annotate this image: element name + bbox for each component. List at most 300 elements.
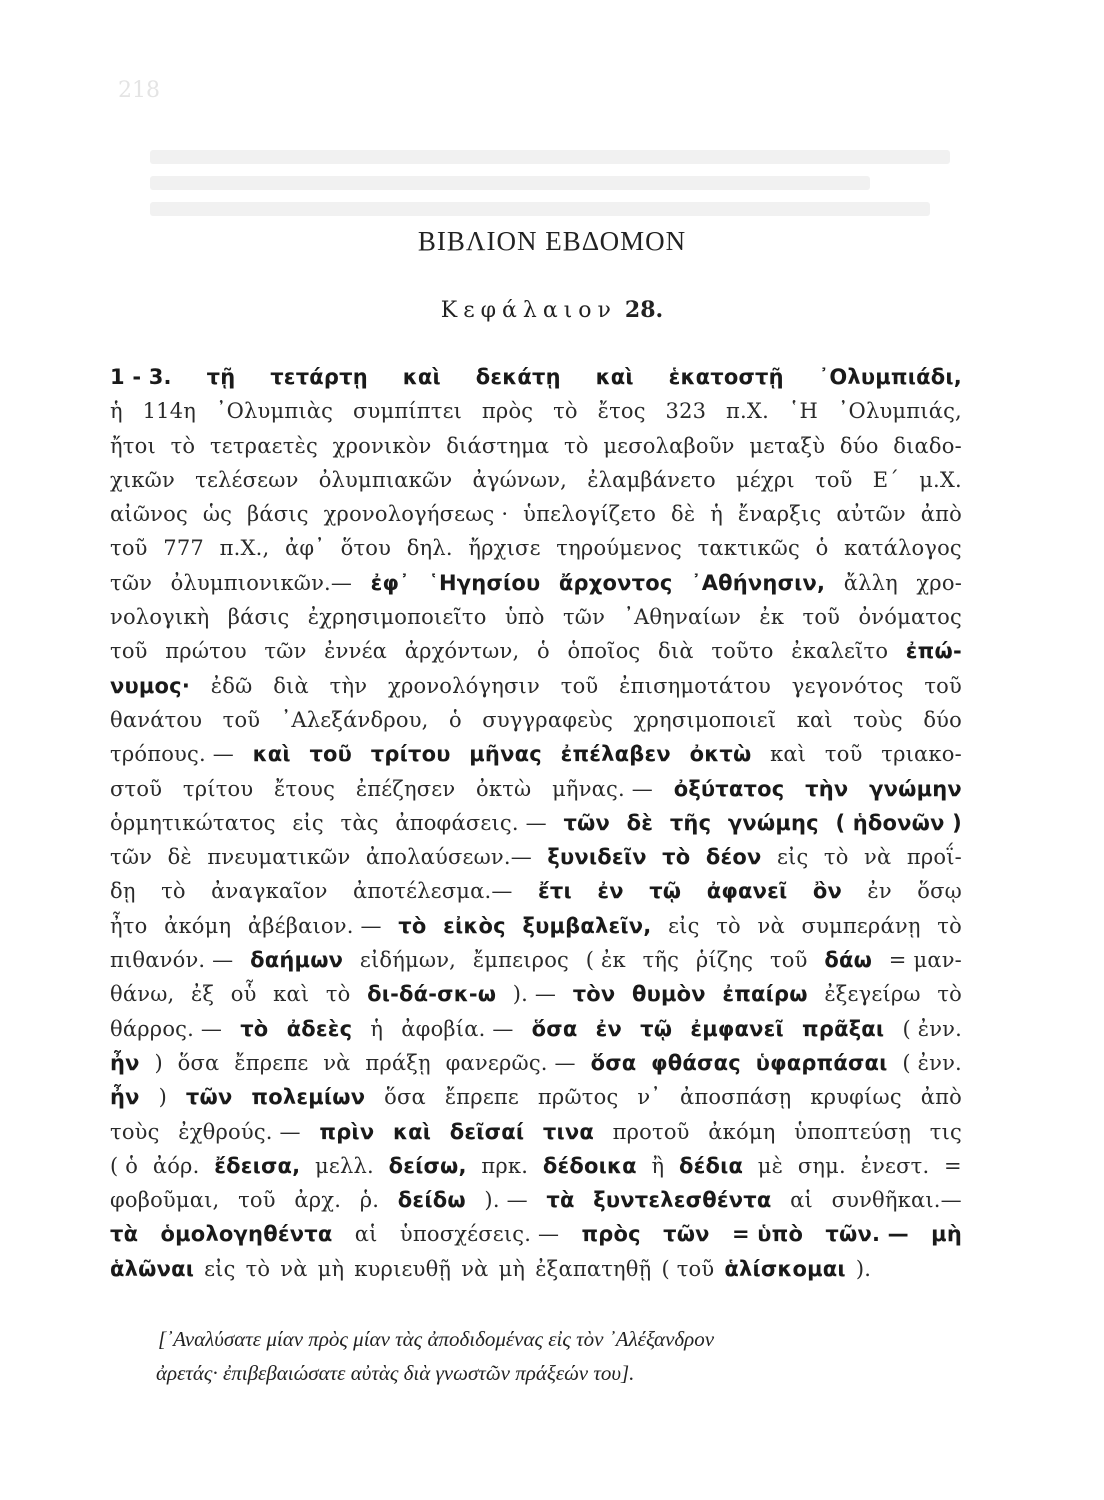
word: ῥ.: [359, 1188, 380, 1213]
bold-lemma: γνώμην: [869, 776, 962, 801]
word: ἐχρησιμοποιεῖτο: [307, 605, 487, 630]
bold-lemma: καὶ: [402, 365, 441, 389]
text-line: [110, 703, 962, 737]
word: κυριευθῇ: [354, 1256, 452, 1281]
bold-lemma: τῷ: [640, 1016, 673, 1041]
word: ὑποσχέσεις. —: [399, 1222, 560, 1247]
bold-lemma: ᾿Αθήνησιν,: [691, 570, 826, 595]
word: ἔμπειρος: [472, 948, 569, 973]
commentary-body: [110, 360, 962, 1286]
text-line: [110, 497, 962, 531]
word: θανάτου: [110, 707, 203, 732]
word: ὅσῳ: [917, 879, 962, 904]
word: τοῦ: [802, 605, 841, 630]
bold-lemma: ὅσα: [531, 1016, 578, 1041]
bold-lemma: ἀφανεῖ: [706, 879, 788, 904]
text-line: [110, 531, 962, 565]
word: τὰς: [340, 810, 379, 835]
word: οὗ: [230, 982, 257, 1007]
bold-lemma: 1 - 3.: [110, 365, 172, 389]
bold-lemma: ξυνιδεῖν: [547, 845, 647, 870]
bold-lemma: μὴ: [931, 1222, 962, 1247]
bold-lemma: τῶν: [663, 1222, 710, 1247]
word: εἰς: [776, 845, 809, 870]
bold-lemma: εἰκὸς: [443, 913, 506, 938]
word: φανερῶς. —: [445, 1050, 576, 1075]
word: τὸ: [245, 1256, 271, 1281]
bold-lemma: πρᾶξαι: [802, 1016, 885, 1041]
text-line: [110, 1149, 962, 1183]
bold-lemma: τῇ: [206, 365, 236, 389]
text-line: [110, 1115, 962, 1149]
bold-lemma: ἐφ᾿: [370, 570, 410, 595]
exercise-note-line: [᾿Αναλύσατε μίαν πρὸς μίαν τὰς ἀποδιδομένας εἰς τὸν ᾿Αλέξανδρον: [158, 1327, 715, 1351]
word: ἀποσπάσῃ: [679, 1085, 792, 1110]
bold-lemma: ἦν: [110, 1085, 140, 1110]
bold-lemma: δείσω,: [388, 1153, 467, 1178]
word: τοὺς: [853, 707, 903, 732]
bold-lemma: ἔδεισα,: [214, 1153, 301, 1178]
word: ἡ: [370, 1016, 384, 1041]
word: σημ.: [797, 1153, 846, 1178]
word: τὸ: [937, 982, 962, 1007]
bold-lemma: τῆς: [669, 810, 712, 835]
word: εἰδήμων,: [359, 948, 457, 973]
word: ὑποπτεύσῃ: [794, 1119, 912, 1144]
chapter-number: 28.: [624, 297, 664, 323]
word: ἀρχ.: [294, 1188, 342, 1213]
bold-lemma: πρὸς: [581, 1222, 641, 1247]
word: ἀόρ.: [152, 1153, 200, 1178]
text-line: [110, 772, 962, 806]
bold-lemma: ἔτι: [538, 879, 572, 904]
word: εἰς: [668, 913, 700, 938]
bold-lemma: δάω: [824, 948, 873, 973]
word: τῆς: [642, 948, 680, 973]
word: ( ὁ: [110, 1153, 139, 1178]
bleed-through-line: [150, 176, 870, 190]
bold-lemma: καὶ: [252, 742, 291, 767]
word: ᾿Αθηναίων: [623, 605, 742, 630]
bold-lemma: ἐπαίρω: [722, 982, 808, 1007]
word: ἀπὸ: [920, 502, 962, 527]
word: βάσις: [227, 605, 290, 630]
bold-lemma: τὸ: [240, 1016, 269, 1041]
word: συνθῆκαι.—: [831, 1188, 962, 1213]
bold-lemma: ξυμβαλεῖν,: [522, 913, 652, 938]
word: ὁ: [536, 639, 550, 664]
word: ὁ: [449, 707, 462, 732]
word: θάνω,: [110, 982, 175, 1007]
bold-lemma: ἁλῶναι: [110, 1256, 195, 1281]
bold-lemma: τῶν: [563, 810, 611, 835]
bold-lemma: = ὑπὸ: [731, 1222, 804, 1247]
bold-lemma: ( ἡδονῶν ): [835, 810, 962, 835]
word: διαδο-: [893, 433, 962, 458]
word: χρησιμοποιεῖ: [633, 707, 777, 732]
text-line: [110, 1046, 962, 1080]
bold-lemma: τετάρτῃ: [270, 365, 368, 389]
word: ἐννέα: [324, 639, 388, 664]
bold-lemma: δεῖσαί: [449, 1119, 525, 1144]
bold-lemma: τρίτου: [370, 742, 451, 767]
word: τοῦ: [924, 673, 962, 698]
bold-lemma: τῷ: [649, 879, 682, 904]
word: ὑπελογίζετο: [523, 502, 657, 527]
word: εἰς: [204, 1256, 236, 1281]
word: τὴν: [329, 673, 368, 698]
word: ἔναρξις: [737, 502, 822, 527]
word: 777: [163, 536, 204, 561]
word: ( τοῦ: [661, 1256, 715, 1281]
word: πρὸς: [481, 399, 534, 424]
word: χρονολογήσεως ·: [323, 502, 509, 527]
bold-lemma: ἐν: [595, 1016, 623, 1041]
bold-lemma: θυμὸν: [631, 982, 706, 1007]
bold-lemma: τῶν. —: [825, 1222, 909, 1247]
word: τελέσεων: [195, 467, 299, 492]
text-line: [110, 1217, 962, 1251]
word: μὴ: [317, 1256, 345, 1281]
text-line: [110, 977, 962, 1011]
text-line: [110, 909, 962, 943]
text-line: [110, 429, 962, 463]
bold-lemma: τινα: [542, 1119, 594, 1144]
word: ᾿Αλεξάνδρου,: [280, 707, 429, 732]
text-line: [110, 600, 962, 634]
bold-lemma: φθάσας: [651, 1050, 741, 1075]
word: τὸ: [325, 982, 351, 1007]
word: συμπίπτει: [352, 399, 463, 424]
exercise-note: [158, 1322, 958, 1390]
text-line: [110, 806, 962, 840]
word: ἀπολαύσεων.—: [365, 845, 532, 870]
word: ῾Η: [788, 399, 818, 424]
word: ἦτο: [110, 913, 148, 938]
text-line: [110, 840, 962, 874]
word: αἰῶνος: [110, 502, 188, 527]
chapter-heading: [0, 297, 1104, 323]
word: ἐνεστ.: [860, 1153, 930, 1178]
word: θάρρος. —: [110, 1016, 223, 1041]
word: ἀγώνων,: [472, 467, 568, 492]
word: καὶ: [770, 742, 807, 767]
bold-lemma: τὸν: [572, 982, 616, 1007]
chapter-word: Κεφάλαιον: [440, 298, 617, 323]
word: τρόπους. —: [110, 742, 234, 767]
word: ἐλαμβάνετο: [587, 467, 716, 492]
word: συγγραφεὺς: [482, 707, 614, 732]
exercise-note-line: ἀρετάς· ἐπιβεβαιώσατε αὐτὰς διὰ γνωστῶν πράξεών του].: [156, 1361, 635, 1385]
bold-lemma: ὀξύτατος: [673, 776, 785, 801]
word: ἡ: [110, 399, 123, 424]
bold-lemma: γνώμης: [727, 810, 819, 835]
word: γεγονότος: [791, 673, 904, 698]
word: ): [154, 1050, 163, 1075]
word: τοὺς: [110, 1119, 160, 1144]
word: ἐδῶ: [210, 673, 253, 698]
word: στοῦ: [110, 776, 163, 801]
bold-lemma: ὀκτὼ: [689, 742, 752, 767]
word: τρίτου: [182, 776, 254, 801]
word: Ε΄: [872, 467, 900, 492]
word: ᾿Ολυμπιὰς: [215, 399, 334, 424]
text-line: [110, 360, 962, 394]
text-line: [110, 634, 962, 668]
word: εἰς: [292, 810, 324, 835]
bold-lemma: δὲ: [626, 810, 654, 835]
bold-lemma: ὅσα: [590, 1050, 637, 1075]
word: ὅσα: [177, 1050, 220, 1075]
word: μὴ: [498, 1256, 526, 1281]
text-line: [110, 943, 962, 977]
bleed-through-line: [150, 150, 950, 164]
word: ).: [855, 1256, 872, 1281]
word: ἀρχόντων,: [404, 639, 520, 664]
bold-lemma: ἐν: [597, 879, 624, 904]
word: ἐπισημοτάτου: [619, 673, 771, 698]
word: μέχρι: [736, 467, 795, 492]
word: βάσις: [247, 502, 309, 527]
word: ἀβέβαιον. —: [247, 913, 382, 938]
word: ἐκ: [759, 605, 785, 630]
word: ἀφ᾿: [284, 536, 325, 561]
word: ἐκαλεῖτο: [791, 639, 889, 664]
word: χικῶν: [110, 467, 175, 492]
word: ὑπὸ: [504, 605, 545, 630]
word: κρυφίως: [810, 1085, 902, 1110]
word: π.Χ.: [726, 399, 769, 424]
word: τοῦ: [110, 536, 148, 561]
bold-lemma: ἐπέλαβεν: [560, 742, 671, 767]
word: ἐχθρούς. —: [178, 1119, 301, 1144]
word: νὰ: [323, 1050, 351, 1075]
word: δύο: [839, 433, 879, 458]
word: τετραετὲς: [209, 433, 318, 458]
text-line: [110, 1183, 962, 1217]
word: δηλ.: [406, 536, 453, 561]
bold-lemma: ἁλίσκομαι: [724, 1256, 846, 1281]
word: ἀφοβία. —: [401, 1016, 514, 1041]
word: τὸ: [823, 845, 849, 870]
word: ( ἐνν.: [902, 1016, 962, 1041]
word: τὸ: [553, 399, 578, 424]
book-title: ΒΙΒΛΙΟΝ ΕΒΔΟΜΟΝ: [417, 226, 687, 256]
word: ὁ: [815, 536, 829, 561]
bold-lemma: νυμος·: [110, 673, 190, 698]
bleed-through-line: [150, 202, 930, 216]
word: =: [944, 1153, 962, 1178]
word: πράξῃ: [365, 1050, 431, 1075]
word: ὀνόματος: [858, 605, 962, 630]
word: διὰ: [658, 639, 694, 664]
word: ἐξεγείρω: [824, 982, 921, 1007]
word: πρκ.: [481, 1153, 529, 1178]
word: συμπεράνῃ: [801, 913, 921, 938]
word: τῶν: [264, 639, 307, 664]
bold-lemma: δέδια: [678, 1153, 744, 1178]
word: ἔπρεπε: [234, 1050, 309, 1075]
word: τὸ: [563, 433, 589, 458]
word: τοῦ: [815, 467, 853, 492]
word: χρο-: [916, 570, 962, 595]
word: αἱ: [790, 1188, 813, 1213]
word: ἐν: [867, 879, 892, 904]
word: ἡ: [710, 502, 724, 527]
word: ( ἐνν.: [902, 1050, 962, 1075]
word: διὰ: [273, 673, 309, 698]
word: δύο: [923, 707, 962, 732]
word: ἤτοι: [110, 433, 156, 458]
word: ὁρμητικώτατος: [110, 810, 276, 835]
text-line: [110, 1080, 962, 1114]
word: τοῦ: [222, 707, 261, 732]
word: ( ἐκ: [585, 948, 626, 973]
bold-lemma: πολεμίων: [251, 1085, 366, 1110]
bold-lemma: δέον: [705, 845, 762, 870]
word: μ.Χ.: [919, 467, 962, 492]
bleed-through-page-number: 218: [118, 78, 160, 103]
text-line: [110, 669, 962, 703]
word: ὀλυμπιακῶν: [318, 467, 453, 492]
word: τῶν: [562, 605, 606, 630]
word: τοῦ: [824, 742, 863, 767]
word: τοῦ: [769, 948, 808, 973]
word: πρώτου: [165, 639, 247, 664]
text-line: [110, 737, 962, 771]
word: χρονικὸν: [332, 433, 432, 458]
word: 114η: [142, 399, 197, 424]
bold-lemma: ἦν: [110, 1050, 140, 1075]
word: φοβοῦμαι,: [110, 1188, 220, 1213]
bold-lemma: πρὶν: [319, 1119, 375, 1144]
word: ὀλυμπιονικῶν.—: [170, 570, 353, 595]
bold-lemma: τὰ: [110, 1222, 139, 1247]
word: = μαν-: [888, 948, 962, 973]
word: καὶ: [273, 982, 310, 1007]
word: ἀκόμη: [708, 1119, 776, 1144]
word: ): [158, 1085, 167, 1110]
bold-lemma: δι-δά-σκ-ω: [367, 982, 497, 1007]
word: τῶν: [110, 845, 153, 870]
bold-lemma: τὰ: [546, 1188, 575, 1213]
text-line: [110, 874, 962, 908]
bold-lemma: δείδω: [397, 1188, 466, 1213]
word: τῶν: [110, 570, 153, 595]
word: ἀκόμη: [164, 913, 232, 938]
bold-lemma: ἄρχοντος: [558, 570, 673, 595]
word: ἔτους: [274, 776, 336, 801]
bold-lemma: τοῦ: [309, 742, 353, 767]
word: ὡς: [202, 502, 233, 527]
word: τὸ: [170, 433, 196, 458]
word: μελλ.: [315, 1153, 374, 1178]
word: διάστημα: [446, 433, 550, 458]
word: χρονολόγησιν: [388, 673, 540, 698]
text-line: [110, 1252, 962, 1286]
word: ὀκτὼ: [476, 776, 532, 801]
word: νὰ: [757, 913, 785, 938]
bold-lemma: τὴν: [805, 776, 849, 801]
word: ὅτου: [340, 536, 392, 561]
word: νὰ: [461, 1256, 489, 1281]
word: ). —: [512, 982, 557, 1007]
bold-lemma: ξυντελεσθέντα: [593, 1188, 772, 1213]
word: αἱ: [354, 1222, 378, 1247]
word: αὐτῶν: [836, 502, 906, 527]
word: ἀπὸ: [920, 1085, 962, 1110]
word: τακτικῶς: [697, 536, 800, 561]
word: δὲ: [671, 502, 696, 527]
word: ὅσα: [384, 1085, 426, 1110]
bold-lemma: καὶ: [595, 365, 634, 389]
word: δῃ: [110, 879, 136, 904]
word: ῥίζης: [695, 948, 754, 973]
word: μεσολαβοῦν: [603, 433, 735, 458]
word: τὸ: [937, 913, 962, 938]
word: 323: [665, 399, 707, 424]
bold-lemma: ἐμφανεῖ: [690, 1016, 784, 1041]
word: τριακο-: [881, 742, 962, 767]
word: τὸ: [716, 913, 741, 938]
bold-lemma: ἀδεὲς: [286, 1016, 353, 1041]
word: ἐξ: [190, 982, 215, 1007]
bold-lemma: τὸ: [398, 913, 427, 938]
word: μὲ: [757, 1153, 784, 1178]
word: νὰ: [280, 1256, 308, 1281]
word: προτοῦ: [612, 1119, 690, 1144]
word: ἤρχισε: [468, 536, 541, 561]
word: κατάλογος: [844, 536, 962, 561]
bold-lemma: ἑκατοστῇ: [668, 365, 784, 389]
word: τηρούμενος: [556, 536, 682, 561]
word: ἀποτέλεσμα.—: [353, 879, 513, 904]
word: ἄλλη: [843, 570, 898, 595]
word: ὁποῖος: [567, 639, 641, 664]
bold-lemma: μῆνας: [469, 742, 542, 767]
bold-lemma: ῾Ηγησίου: [428, 570, 541, 595]
word: πιθανόν. —: [110, 948, 234, 973]
bold-lemma: ὁμολογηθέντα: [160, 1222, 333, 1247]
text-line: [110, 1012, 962, 1046]
word: καὶ: [796, 707, 833, 732]
text-line: [110, 463, 962, 497]
word: ᾿Ολυμπιάς,: [837, 399, 962, 424]
word: ἔτος: [597, 399, 646, 424]
word: δὲ: [167, 845, 192, 870]
word: π.Χ.,: [219, 536, 270, 561]
bold-lemma: ὑφαρπάσαι: [755, 1050, 888, 1075]
word: τις: [929, 1119, 962, 1144]
word: πνευματικῶν: [207, 845, 351, 870]
word: μῆνας. —: [552, 776, 653, 801]
bold-lemma: τῶν: [185, 1085, 233, 1110]
word: πρῶτος: [537, 1085, 619, 1110]
word: τοῦτο: [711, 639, 774, 664]
word: νὰ: [864, 845, 892, 870]
bold-lemma: ὂν: [812, 879, 842, 904]
word: τοῦ: [238, 1188, 276, 1213]
bold-lemma: δεκάτῃ: [475, 365, 561, 389]
word: ἔπρεπε: [444, 1085, 519, 1110]
word: ν᾿: [637, 1085, 662, 1110]
bold-lemma: ἐπώ-: [905, 639, 962, 664]
word: ἢ: [651, 1153, 665, 1178]
bold-lemma: τὸ: [662, 845, 691, 870]
word: τοῦ: [110, 639, 148, 664]
word: νολογικὴ: [110, 605, 210, 630]
word: προΐ-: [906, 845, 962, 870]
